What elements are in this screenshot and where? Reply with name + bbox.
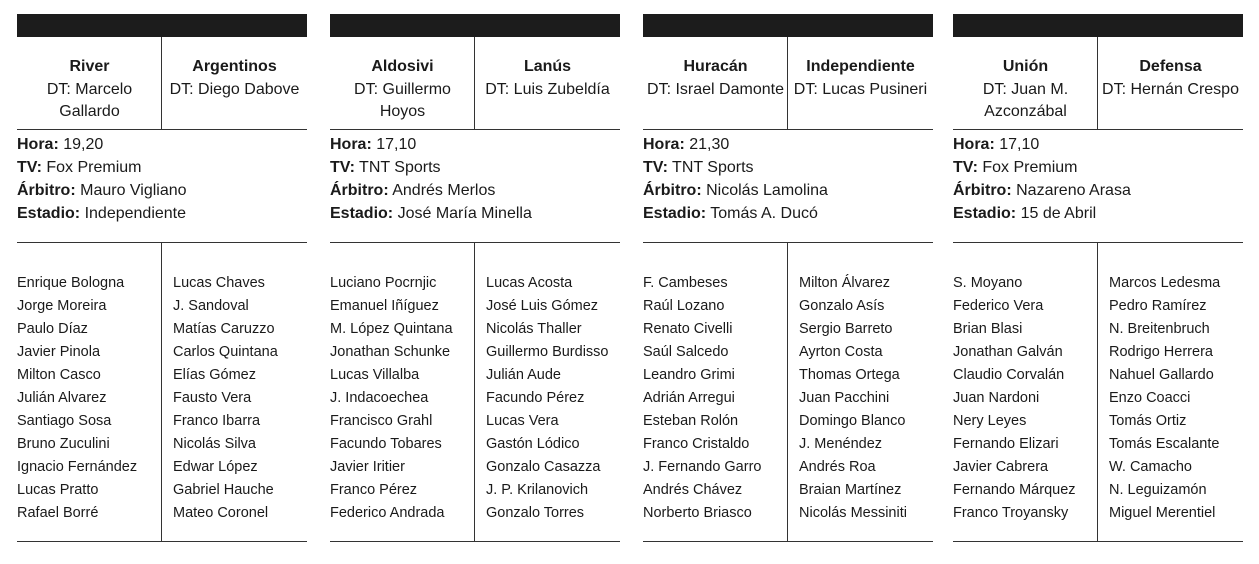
player-name: Facundo Pérez (486, 390, 585, 406)
match-card-3 (643, 14, 933, 544)
player-name: Lucas Chaves (173, 275, 265, 291)
stadium-value: Independiente (84, 205, 187, 222)
player-name: Nicolás Thaller (486, 321, 582, 337)
divider-line (953, 541, 1243, 542)
player-name: Gonzalo Casazza (486, 459, 601, 475)
player-name: Javier Iritier (330, 459, 405, 475)
divider-line (330, 129, 620, 130)
player-name: Andrés Chávez (643, 482, 743, 498)
player-name: Fernando Elizari (953, 436, 1059, 452)
stadium-value: Tomás A. Ducó (710, 205, 818, 222)
divider-line (17, 129, 307, 130)
teams-divider (1097, 37, 1098, 129)
tv-value: Fox Premium (46, 159, 142, 176)
player-name: Javier Cabrera (953, 459, 1049, 475)
player-name: Franco Ibarra (173, 413, 261, 429)
divider-line (953, 242, 1243, 243)
player-name: Nicolás Silva (173, 436, 256, 452)
player-name: Matías Caruzzo (173, 321, 275, 337)
player-name: Tomás Escalante (1109, 436, 1220, 452)
referee (953, 179, 1243, 202)
tv-label: TV: (17, 159, 42, 176)
stadium (17, 202, 307, 225)
player-name: Nicolás Messiniti (799, 505, 907, 521)
home-lineup (643, 272, 788, 525)
divider-line (953, 129, 1243, 130)
player-name: Lucas Villalba (330, 367, 420, 383)
referee (643, 179, 933, 202)
player-name: Gabriel Hauche (173, 482, 274, 498)
player-name: Jonathan Schunke (330, 344, 451, 360)
header-bar (17, 14, 307, 37)
player-name: Enzo Coacci (1109, 390, 1191, 406)
kickoff-time (643, 133, 933, 156)
player-name: Gonzalo Asís (799, 298, 885, 314)
referee-value: Mauro Vigliano (80, 182, 187, 199)
match-card-1 (17, 14, 307, 544)
referee-label: Árbitro: (953, 182, 1012, 199)
match-card-2 (330, 14, 620, 544)
away-team-coach: DT: Luis Zubeldía (485, 80, 610, 98)
stadium (953, 202, 1243, 225)
player-name: Julián Aude (486, 367, 561, 383)
kickoff-value: 17,10 (999, 136, 1040, 153)
tv-channel (643, 156, 933, 179)
player-name: Bruno Zuculini (17, 436, 110, 452)
match-info (643, 133, 933, 225)
home-team-name: Unión (1002, 58, 1049, 75)
away-lineup (799, 272, 944, 525)
divider-line (330, 242, 620, 243)
tv-label: TV: (643, 159, 668, 176)
tv-channel (330, 156, 620, 179)
match-info (17, 133, 307, 225)
player-name: Juan Pacchini (799, 390, 890, 406)
home-team (330, 37, 475, 129)
player-name: Elías Gómez (173, 367, 256, 383)
player-name: Edwar López (173, 459, 258, 475)
player-name: Nery Leyes (953, 413, 1027, 429)
player-name: Jorge Moreira (17, 298, 107, 314)
player-name: Nahuel Gallardo (1109, 367, 1214, 383)
player-name: Sergio Barreto (799, 321, 893, 337)
player-name: Brian Blasi (953, 321, 1023, 337)
home-team-coach: DT: Guillermo Hoyos (354, 80, 451, 120)
kickoff-label: Hora: (643, 136, 685, 153)
home-team-name: Huracán (683, 58, 748, 75)
home-team-name: Aldosivi (371, 58, 434, 75)
player-name: Norberto Briasco (643, 505, 752, 521)
tv-label: TV: (953, 159, 978, 176)
referee-value: Nicolás Lamolina (706, 182, 828, 199)
player-name: Claudio Corvalán (953, 367, 1065, 383)
away-team-coach: DT: Diego Dabove (169, 80, 300, 98)
away-team (788, 37, 933, 129)
referee-label: Árbitro: (643, 182, 702, 199)
player-name: Juan Nardoni (953, 390, 1040, 406)
away-lineup (1109, 272, 1254, 525)
player-name: Federico Vera (953, 298, 1044, 314)
tv-value: TNT Sports (672, 159, 754, 176)
home-team-coach: DT: Juan M. Azconzábal (982, 80, 1069, 120)
player-name: Luciano Pocrnjic (330, 275, 437, 291)
player-name: Gonzalo Torres (486, 505, 585, 521)
player-name: J. P. Krilanovich (486, 482, 589, 498)
header-bar (330, 14, 620, 37)
stadium (643, 202, 933, 225)
player-name: W. Camacho (1109, 459, 1192, 475)
away-lineup (486, 272, 631, 525)
divider-line (643, 541, 933, 542)
player-name: Guillermo Burdisso (486, 344, 609, 360)
home-team-name: River (69, 58, 110, 75)
away-team-name: Independiente (806, 58, 915, 75)
player-name: N. Breitenbruch (1109, 321, 1210, 337)
player-name: Enrique Bologna (17, 275, 125, 291)
player-name: Santiago Sosa (17, 413, 112, 429)
player-name: Raúl Lozano (643, 298, 725, 314)
kickoff-value: 19,20 (63, 136, 104, 153)
home-team (953, 37, 1098, 129)
player-name: Facundo Tobares (330, 436, 442, 452)
match-info (953, 133, 1243, 225)
away-team-coach: DT: Lucas Pusineri (793, 80, 928, 98)
stadium-label: Estadio: (330, 205, 394, 222)
player-name: Francisco Grahl (330, 413, 433, 429)
tv-label: TV: (330, 159, 355, 176)
teams-row (17, 37, 307, 129)
away-team (1098, 37, 1243, 129)
away-lineup (173, 272, 318, 525)
player-name: Domingo Blanco (799, 413, 906, 429)
kickoff-time (953, 133, 1243, 156)
teams-row (953, 37, 1243, 129)
home-team (643, 37, 788, 129)
stadium (330, 202, 620, 225)
player-name: Mateo Coronel (173, 505, 269, 521)
kickoff-label: Hora: (330, 136, 372, 153)
teams-divider (161, 37, 162, 129)
player-name: M. López Quintana (330, 321, 453, 337)
tv-channel (953, 156, 1243, 179)
kickoff-value: 17,10 (376, 136, 417, 153)
referee (17, 179, 307, 202)
teams-divider (474, 37, 475, 129)
home-lineup (17, 272, 162, 525)
player-name: Marcos Ledesma (1109, 275, 1221, 291)
player-name: J. Menéndez (799, 436, 883, 452)
player-name: Braian Martínez (799, 482, 902, 498)
divider-line (17, 541, 307, 542)
player-name: S. Moyano (953, 275, 1023, 291)
away-team-coach: DT: Hernán Crespo (1102, 80, 1239, 98)
player-name: Javier Pinola (17, 344, 101, 360)
header-bar (643, 14, 933, 37)
player-name: Gastón Lódico (486, 436, 580, 452)
stadium-value: 15 de Abril (1020, 205, 1097, 222)
match-info (330, 133, 620, 225)
tv-value: TNT Sports (359, 159, 441, 176)
away-team (162, 37, 307, 129)
player-name: Adrián Arregui (643, 390, 735, 406)
player-name: Esteban Rolón (643, 413, 739, 429)
player-name: N. Leguizamón (1109, 482, 1207, 498)
player-name: José Luis Gómez (486, 298, 599, 314)
player-name: Lucas Acosta (486, 275, 573, 291)
referee-label: Árbitro: (330, 182, 389, 199)
player-name: Ignacio Fernández (17, 459, 138, 475)
match-card-4 (953, 14, 1243, 544)
divider-line (643, 129, 933, 130)
player-name: Federico Andrada (330, 505, 445, 521)
referee-value: Andrés Merlos (392, 182, 496, 199)
header-bar (953, 14, 1243, 37)
away-team-name: Defensa (1139, 58, 1202, 75)
player-name: Tomás Ortiz (1109, 413, 1187, 429)
player-name: Lucas Vera (486, 413, 559, 429)
player-name: Carlos Quintana (173, 344, 278, 360)
player-name: Rafael Borré (17, 505, 99, 521)
player-name: Ayrton Costa (799, 344, 883, 360)
player-name: Miguel Merentiel (1109, 505, 1216, 521)
player-name: Lucas Pratto (17, 482, 99, 498)
player-name: Saúl Salcedo (643, 344, 729, 360)
teams-row (643, 37, 933, 129)
player-name: Franco Troyansky (953, 505, 1069, 521)
home-lineup (330, 272, 475, 525)
kickoff-label: Hora: (953, 136, 995, 153)
player-name: J. Indacoechea (330, 390, 429, 406)
player-name: Paulo Díaz (17, 321, 88, 337)
player-name: Emanuel Iñíguez (330, 298, 439, 314)
divider-line (643, 242, 933, 243)
player-name: Rodrigo Herrera (1109, 344, 1213, 360)
away-team (475, 37, 620, 129)
home-lineup (953, 272, 1098, 525)
away-team-name: Argentinos (192, 58, 277, 75)
player-name: Renato Civelli (643, 321, 733, 337)
stadium-value: José María Minella (397, 205, 532, 222)
player-name: J. Sandoval (173, 298, 249, 314)
teams-divider (787, 37, 788, 129)
player-name: Andrés Roa (799, 459, 876, 475)
player-name: Franco Cristaldo (643, 436, 750, 452)
player-name: J. Fernando Garro (643, 459, 762, 475)
home-team-coach: DT: Marcelo Gallardo (46, 80, 133, 120)
referee-label: Árbitro: (17, 182, 76, 199)
kickoff-time (330, 133, 620, 156)
player-name: Jonathan Galván (953, 344, 1063, 360)
referee (330, 179, 620, 202)
tv-value: Fox Premium (982, 159, 1078, 176)
player-name: Franco Pérez (330, 482, 418, 498)
kickoff-label: Hora: (17, 136, 59, 153)
away-team-name: Lanús (523, 58, 572, 75)
player-name: Leandro Grimi (643, 367, 735, 383)
home-team-coach: DT: Israel Damonte (647, 80, 784, 98)
stadium-label: Estadio: (17, 205, 81, 222)
kickoff-time (17, 133, 307, 156)
tv-channel (17, 156, 307, 179)
divider-line (330, 541, 620, 542)
player-name: Milton Álvarez (799, 275, 891, 291)
player-name: Fausto Vera (173, 390, 252, 406)
home-team (17, 37, 162, 129)
player-name: Thomas Ortega (799, 367, 900, 383)
divider-line (17, 242, 307, 243)
stadium-label: Estadio: (953, 205, 1017, 222)
player-name: Fernando Márquez (953, 482, 1076, 498)
kickoff-value: 21,30 (689, 136, 730, 153)
referee-value: Nazareno Arasa (1016, 182, 1131, 199)
teams-row (330, 37, 620, 129)
player-name: Julián Alvarez (17, 390, 107, 406)
stadium-label: Estadio: (643, 205, 707, 222)
player-name: Milton Casco (17, 367, 101, 383)
player-name: Pedro Ramírez (1109, 298, 1207, 314)
player-name: F. Cambeses (643, 275, 728, 291)
